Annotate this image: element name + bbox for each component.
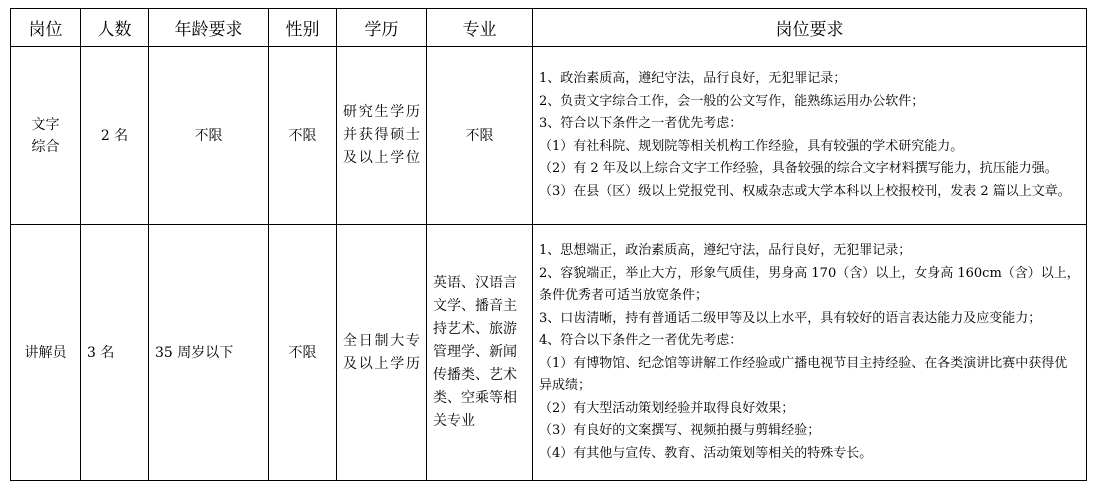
requirement-item: （3）有良好的文案撰写、视频拍摄与剪辑经验； (539, 423, 821, 438)
requirement-item: （4）有其他与宣传、教育、活动策划等相关的特殊专长。 (539, 445, 873, 461)
requirement-item: （2）有大型活动策划经验并取得良好效果； (539, 400, 795, 416)
requirement-item: 2、容貌端正，举止大方，形象气质佳，男身高 170（含）以上，女身高 160cm（含）以上，条件优秀者可适当放宽条件； (539, 265, 1080, 303)
requirement-item: （1）有博物馆、纪念馆等讲解工作经验或广播电视节目主持经验、在各类演讲比赛中获得优异成绩； (539, 355, 1068, 393)
requirement-item: （1）有社科院、规划院等相关机构工作经验，具有较强的学术研究能力。 (539, 138, 964, 154)
requirement-item: 3、口齿清晰，持有普通话二级甲等及以上水平，具有较好的语言表达能力及应变能力； (539, 310, 1042, 326)
education-cell: 研究生学历并获得硕士及以上学位 (337, 47, 427, 225)
table-row (11, 225, 1087, 481)
major-cell: 不限 (427, 47, 533, 225)
requirements-cell (533, 47, 1087, 225)
education-cell: 全日制大专及以上学历 (337, 225, 427, 481)
requirement-item: （3）在县（区）级以上党报党刊、权威杂志或大学本科以上校报校刊，发表 2 篇以上文章。 (539, 183, 1071, 199)
major-cell: 英语、汉语言文学、播音主持艺术、旅游管理学、新闻传播类、艺术类、空乘等相关专业 (427, 225, 533, 481)
header-count: 人数 (81, 9, 149, 47)
requirement-item: 2、负责文字综合工作，会一般的公文写作，能熟练运用办公软件； (539, 93, 925, 109)
header-gender: 性别 (269, 9, 337, 47)
gender-cell: 不限 (269, 47, 337, 225)
header-row (11, 9, 1087, 47)
age-cell: 不限 (149, 47, 269, 225)
age-cell: 35 周岁以下 (149, 225, 269, 481)
requirement-item: 1、政治素质高，遵纪守法，品行良好，无犯罪记录； (539, 71, 847, 86)
header-age: 年龄要求 (149, 9, 269, 47)
header-position: 岗位 (11, 9, 81, 47)
count-cell: 3 名 (81, 225, 149, 481)
requirement-item: 3、符合以下条件之一者优先考虑： (539, 116, 743, 131)
job-requirements-table (10, 8, 1087, 481)
requirement-item: 1、思想端正，政治素质高，遵纪守法，品行良好，无犯罪记录； (539, 243, 912, 258)
header-major: 专业 (427, 9, 533, 47)
position-cell: 讲解员 (11, 225, 81, 481)
count-cell: 2 名 (81, 47, 149, 225)
header-education: 学历 (337, 9, 427, 47)
position-text: 文字综合 (31, 116, 60, 155)
requirement-item: （2）有 2 年及以上综合文字工作经验，具备较强的综合文字材料撰写能力，抗压能力强。 (539, 161, 1058, 176)
gender-cell: 不限 (269, 225, 337, 481)
header-requirements: 岗位要求 (533, 9, 1087, 47)
table-row (11, 47, 1087, 225)
requirements-cell (533, 225, 1087, 481)
position-cell (11, 47, 81, 225)
requirement-item: 4、符合以下条件之一者优先考虑： (539, 333, 743, 348)
